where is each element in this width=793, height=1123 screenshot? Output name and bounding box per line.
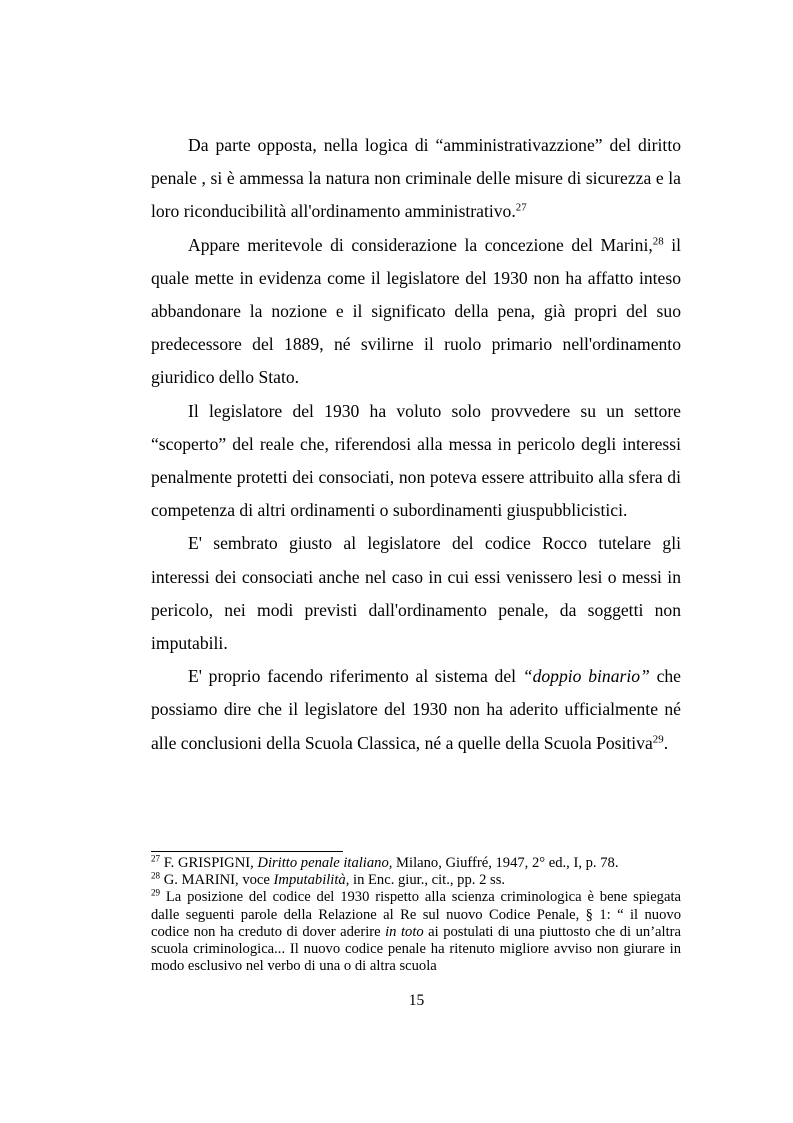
paragraph-text: Il legislatore del 1930 ha voluto solo provvedere su un settore “scoperto” del reale che, riferendosi alla messa in pericolo degli interessi penalmente protetti dei consociati, non poteva essere attribuito alla sfera di competenza di altri ordinamenti o subordinamenti giuspubblicistici.: [151, 400, 681, 521]
footnote-separator: [151, 851, 343, 852]
paragraph-3: [151, 395, 681, 528]
doppio-binario-emphasis: “doppio binario”: [522, 666, 650, 687]
paragraph-4: [151, 527, 681, 660]
paragraph-text: il quale mette in evidenza come il legislatore del 1930 non ha affatto inteso abbandonare la nozione e il significato della pena, già propri del suo predecessore del 1889, né svilirne il ruolo primario nell'ordinamento giuridico dello Stato.: [151, 234, 681, 388]
page-number: 15: [408, 992, 425, 1009]
footnote-text: F. GRISPIGNI,: [160, 855, 258, 871]
footnote-27: [151, 855, 681, 872]
paragraph-5: [151, 660, 681, 760]
paragraph-1: [151, 129, 681, 229]
footnote-text: La posizione del codice del 1930 rispetto alla scienza criminologica è bene spiegata dalle seguenti parole della Relazione al Re sul nuovo Codice Penale, § 1: “ il nuovo codice non ha creduto di dover aderire: [151, 889, 681, 940]
footnote-ref-27: 27: [515, 201, 527, 214]
footnote-number: 29: [151, 887, 161, 898]
paragraph-end: .: [663, 732, 669, 753]
footnote-29: [151, 889, 681, 975]
paragraph-text: Da parte opposta, nella logica di “amministrativazzione” del diritto penale , si è ammessa la natura non criminale delle misure di sicurezza e la loro riconducibilità all'ordinamento amministrativo.: [151, 135, 681, 222]
footnote-28: [151, 872, 681, 889]
footnote-text: , in Enc. giur., cit., pp. 2 ss.: [345, 872, 506, 889]
footnote-italic: in toto: [385, 923, 424, 940]
footnote-text: Milano, Giuffré, 1947, 2° ed., I, p. 78.: [392, 855, 619, 871]
paragraph-text: che possiamo dire che il legislatore del 1930 non ha aderito ufficialmente né alle conclusioni della Scuola Classica, né a quelle della Scuola Positiva: [151, 666, 681, 753]
paragraph-text: E' sembrato giusto al legislatore del codice Rocco tutelare gli interessi dei consociati anche nel caso in cui essi venissero lesi o messi in pericolo, nei modi previsti dall'ordinamento penale, da soggetti non imputabili.: [151, 533, 681, 654]
paragraph-text: E' proprio facendo riferimento al sistema del: [188, 666, 523, 687]
footnote-text: ai postulati di una piuttosto che di un’altra scuola criminologica... Il nuovo codice penale ha ritenuto migliore avviso non giurare in modo esclusivo nel verbo di una o di altra scuola: [151, 923, 681, 975]
footnote-italic: Imputabilità: [273, 872, 346, 889]
footnote-number: 27: [151, 853, 161, 864]
footnote-text: G. MARINI, voce: [160, 872, 274, 889]
footnotes: [151, 855, 681, 975]
footnote-ref-28: 28: [652, 235, 664, 248]
paragraph-2: [151, 229, 681, 395]
paragraph-text: Appare meritevole di considerazione la concezione del Marini,: [188, 234, 653, 255]
footnote-number: 28: [151, 870, 161, 881]
main-text: [151, 129, 681, 760]
footnote-ref-29: 29: [652, 733, 664, 746]
footnote-italic: Diritto penale italiano,: [257, 855, 393, 871]
